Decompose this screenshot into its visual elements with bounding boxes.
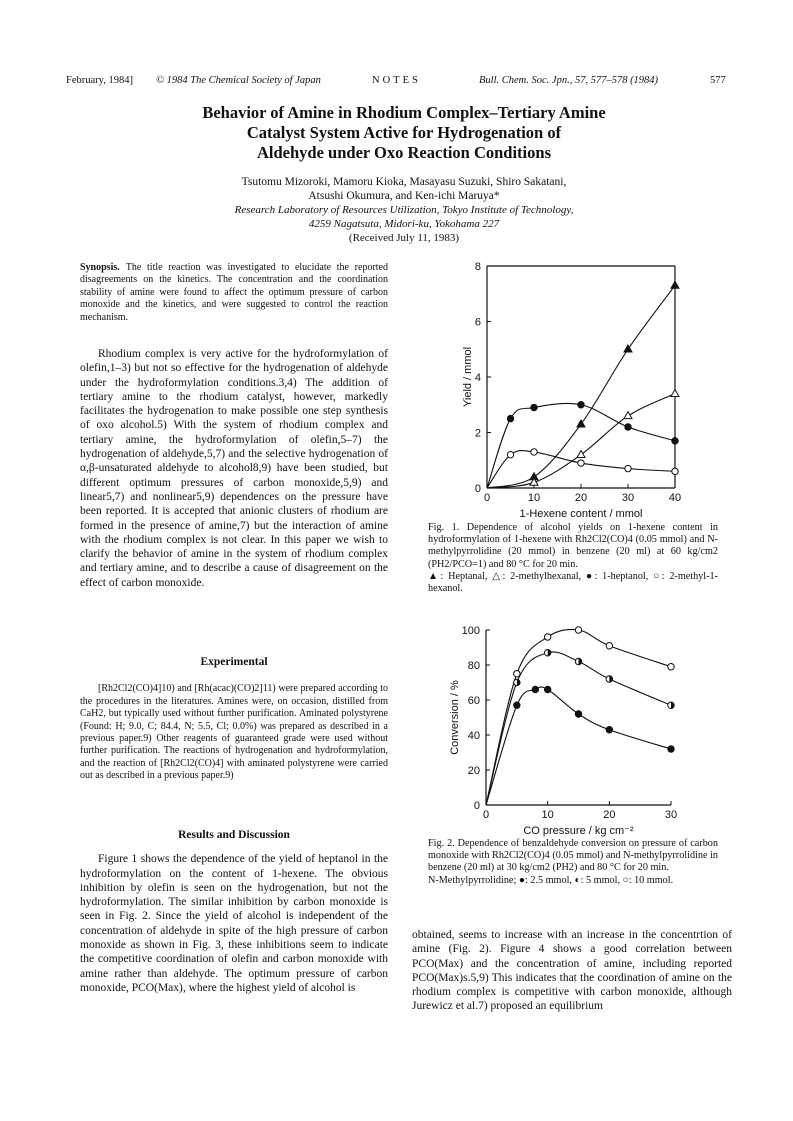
filled-circle-marker bbox=[531, 404, 537, 410]
header-date: February, 1984] bbox=[66, 75, 133, 86]
title-block bbox=[66, 103, 742, 245]
results-paragraph: Figure 1 shows the dependence of the yield of heptanol in the hydroformylation on the content of 1-hexene. The obvious inhibition by olefin is seen on the hydrogenation, but not the hydroformylation. The similar inhibition by carbon monoxide is seen in Fig. 2. Since the yield of alcohol is independent of the concentration of aldehyde in spite of the high pressure of carbon monoxide as shown in Fig. 3, these inhibitions seem to indicate the competitive coordination of olefin and carbon monoxide with amine rather than aldehyde. The optimum pressure of carbon monoxide, PCO(Max), where the highest yield of alcohol is bbox=[80, 853, 388, 994]
x-tick-label: 0 bbox=[482, 809, 490, 821]
y-tick-label: 20 bbox=[467, 765, 480, 777]
series-line bbox=[487, 403, 675, 488]
x-tick-label: 30 bbox=[664, 809, 678, 821]
open-triangle-marker bbox=[577, 451, 585, 458]
y-axis-label: Yield / mmol bbox=[462, 346, 474, 408]
x-axis-label: CO pressure / kg cm⁻² bbox=[523, 825, 634, 837]
authors-line-1: Tsutomu Mizoroki, Mamoru Kioka, Masayasu Suzuki, Shiro Sakatani, bbox=[241, 176, 567, 188]
open-circle-marker bbox=[507, 452, 513, 458]
intro-paragraph: Rhodium complex is very active for the hydroformylation of olefin,1–3) but not so effective for the hydrogenation of aldehyde under the hydroformylation conditions.3,4) The addition of tertiary amine to the rhodium catalyst, however, markedly facilitates the hydrogenation to make possible one step synthesis of oxo alcohol.5) With the system of rhodium complex and tertiary amine, the hydroformylation of olefin,5–7) the hydrogenation of aldehyde,5,7) and the selective hydrogenation of α,β-unsaturated aldehyde to alcohol8,9) have been studied, but different optimum pressures of carbon monoxide,5,9) and linear5,7) and nonlinear5,9) dependences on the pressure have been reported. It is accepted that anionic clusters of rhodium are formed in the presence of amine,7) but the interaction of amine with the rhodium complex is not clear. In this paper we wish to clarify the behavior of amine in the system of rhodium complex and tertiary amine, and to describe a cause of disagreement on the effect of carbon monoxide. bbox=[80, 348, 388, 589]
x-tick-label: 20 bbox=[603, 809, 616, 821]
y-tick-label: 0 bbox=[474, 483, 481, 495]
figure-1-caption bbox=[428, 522, 718, 595]
open-triangle-marker bbox=[624, 412, 632, 419]
series-filled-circle bbox=[487, 402, 678, 488]
results-continuation: obtained, seems to increase with an increase in the concentrtion of amine (Fig. 2). Figure 4 shows a good correlation between PCO(Max) and the concentration of amine, including reported PCO(Max)s.5,9) This indicates that the coordination of amine on the rhodium complex is competitive with carbon monoxide, although Jurewicz et al.7) proposed an equilibrium bbox=[412, 929, 732, 1013]
page-number: 577 bbox=[710, 75, 726, 86]
filled-circle-marker bbox=[606, 727, 612, 733]
figure-1-caption-text: Fig. 1. Dependence of alcohol yields on 1-hexene content in hydroformylation of 1-hexene with Rh2Cl2(CO)4 (0.05 mmol) and N-methylpyrrolidine (20 mmol) in benzene (20 ml) at 60 kg/cm2 (PH2/PCO=1) and 80 °C for 20 min. bbox=[428, 522, 718, 570]
synopsis-label: Synopsis. bbox=[80, 262, 120, 273]
y-tick-label: 40 bbox=[467, 730, 480, 742]
y-tick-label: 6 bbox=[474, 316, 481, 329]
affiliation bbox=[66, 203, 742, 231]
x-tick-label: 20 bbox=[574, 492, 588, 504]
x-tick-label: 10 bbox=[527, 492, 541, 504]
title-line-3: Aldehyde under Oxo Reaction Conditions bbox=[257, 143, 551, 162]
y-tick-label: 80 bbox=[467, 660, 480, 672]
filled-circle-marker bbox=[532, 686, 538, 692]
affiliation-line-2: 4259 Nagatsuta, Midori-ku, Yokohama 227 bbox=[308, 218, 500, 230]
open-triangle-marker bbox=[671, 389, 679, 396]
x-tick-label: 0 bbox=[483, 492, 491, 504]
synopsis-text: The title reaction was investigated to elucidate the reported disagreements on the kinetics. The concentration and the coordination stability of amine were found to affect the optimum pressure of carbon monoxide and the kinetics, and were suggested to control the reaction mechanism. bbox=[80, 262, 388, 323]
figure-2-caption bbox=[428, 838, 718, 887]
y-tick-label: 0 bbox=[473, 800, 480, 812]
figure-2-caption-text: Fig. 2. Dependence of benzaldehyde conversion on pressure of carbon monoxide with Rh2Cl2(CO)4 (0.05 mmol) and N-methylpyrrolidine in benzene (20 ml) at 30 kg/cm2 (PH2) and 80 °C for 20 min. bbox=[428, 838, 718, 874]
filled-circle-marker bbox=[625, 424, 631, 430]
experimental-section bbox=[80, 655, 388, 783]
filled-triangle-marker bbox=[671, 281, 679, 288]
filled-circle-marker bbox=[668, 746, 674, 752]
article-title bbox=[66, 103, 742, 163]
x-tick-label: 10 bbox=[541, 809, 554, 821]
figure-2-legend: N-Methylpyrrolidine; ●: 2.5 mmol, ◐: 5 mmol, ○: 10 mmol. bbox=[428, 874, 674, 886]
filled-circle-marker bbox=[507, 415, 513, 421]
experimental-heading: Experimental bbox=[200, 656, 268, 668]
left-column bbox=[80, 347, 388, 590]
y-tick-label: 4 bbox=[474, 372, 481, 384]
open-circle-marker bbox=[672, 468, 678, 474]
open-circle-marker bbox=[575, 627, 581, 633]
running-header bbox=[66, 75, 742, 93]
x-axis-label: 1-Hexene content / mmol bbox=[519, 508, 643, 520]
results-heading: Results and Discussion bbox=[178, 829, 290, 841]
x-tick-label: 30 bbox=[621, 492, 635, 504]
filled-circle-marker bbox=[575, 711, 581, 717]
open-circle-marker bbox=[514, 671, 520, 677]
received-date: (Received July 11, 1983) bbox=[348, 232, 460, 244]
open-circle-marker bbox=[606, 643, 612, 649]
authors-line-2: Atsushi Okumura, and Ken-ichi Maruya* bbox=[308, 190, 500, 202]
affiliation-line-1: Research Laboratory of Resources Utilization, Tokyo Institute of Technology, bbox=[234, 204, 574, 216]
synopsis bbox=[80, 262, 388, 324]
series-filled-circle bbox=[486, 686, 674, 805]
open-circle-marker bbox=[578, 460, 584, 466]
filled-circle-marker bbox=[544, 686, 550, 692]
y-tick-label: 8 bbox=[474, 261, 481, 273]
results-section bbox=[80, 828, 388, 995]
filled-circle-marker bbox=[672, 438, 678, 444]
open-circle-marker bbox=[668, 664, 674, 670]
open-circle-marker bbox=[544, 634, 550, 640]
header-citation: Bull. Chem. Soc. Jpn., 57, 577–578 (1984) bbox=[479, 75, 659, 86]
figure-1-legend: ▲: Heptanal, △: 2-methylhexanal, ●: 1-heptanol, ○: 2-methyl-1-hexanol. bbox=[428, 570, 718, 595]
header-section: NOTES bbox=[372, 75, 421, 86]
header-copyright: © 1984 The Chemical Society of Japan bbox=[156, 75, 321, 86]
y-tick-label: 2 bbox=[474, 427, 481, 440]
title-line-1: Behavior of Amine in Rhodium Complex–Tertiary Amine bbox=[202, 103, 606, 122]
experimental-paragraph: [Rh2Cl2(CO)4]10) and [Rh(acac)(CO)2]11) were prepared according to the procedures in the literatures. Amines were, on occasion, distilled from CaH2, but typically used without further purification. Aminated polystyrene (Found: H; 9.0, C; 84.4, N; 5.5, Cl; 0.0%) was prepared as described in a previous paper.9) Other reagents of guaranteed grade were used without further purification. The reactions of hydrogenation and hydroformylation, and the reaction of [Rh2Cl2(CO)4] with aminated polystyrene were carried out as described in a previous paper.9) bbox=[80, 683, 388, 782]
open-circle-marker bbox=[625, 465, 631, 471]
authors bbox=[66, 175, 742, 203]
figure-2-chart bbox=[448, 622, 688, 837]
figure-1-chart bbox=[462, 258, 682, 523]
open-circle-marker bbox=[531, 449, 537, 455]
y-axis-label: Conversion / % bbox=[449, 680, 461, 755]
filled-circle-marker bbox=[514, 702, 520, 708]
x-tick-label: 40 bbox=[668, 492, 682, 504]
y-tick-label: 100 bbox=[461, 625, 480, 637]
title-line-2: Catalyst System Active for Hydrogenation of bbox=[246, 123, 562, 142]
filled-circle-marker bbox=[578, 402, 584, 408]
y-tick-label: 60 bbox=[467, 695, 480, 707]
right-column-text bbox=[412, 928, 732, 1014]
